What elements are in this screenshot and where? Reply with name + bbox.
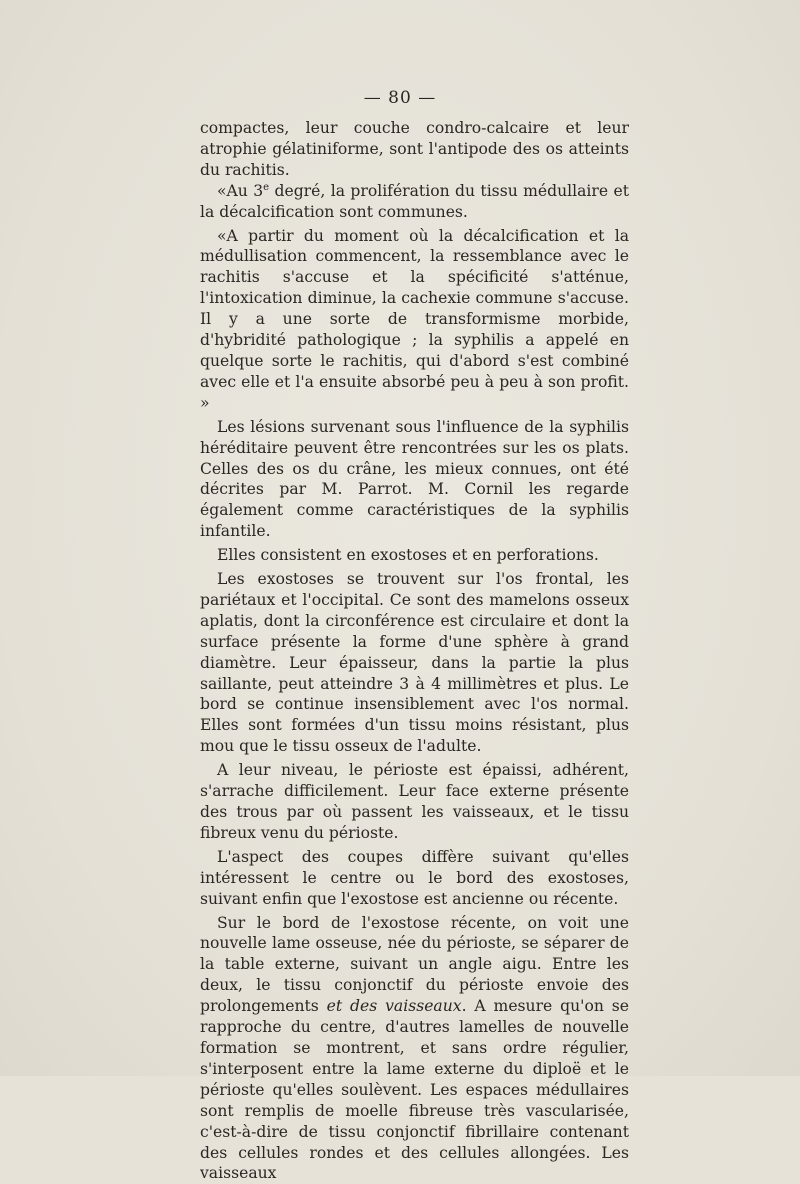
paragraph-8: L'aspect des coupes diffère suivant qu'elles intéressent le centre ou le bord des exostoses, suivant enfin que l'exostose est ancienne ou récente. (200, 847, 629, 908)
paragraph-2-superscript: e (263, 181, 270, 193)
paragraph-9 (200, 913, 629, 1184)
paragraph-4: Les lésions survenant sous l'influence de la syphilis héréditaire peuvent être rencontrées sur les os plats. Celles des os du crâne, les mieux connues, ont été décrites par M. Parrot. M. Cornil les regarde également comme caractéristiques de la syphilis infantile. (200, 417, 629, 541)
paragraph-1: compactes, leur couche condro-calcaire et leur atrophie gélatiniforme, sont l'antipode des os atteints du rachitis. (200, 119, 629, 179)
paragraph-3: «A partir du moment où la décalcification et la médullisation commencent, la ressemblance avec le rachitis s'accuse et la spécificité s'atténue, l'intoxication diminue, la cachexie commune s'accuse. Il y a une sorte de transformisme morbide, d'hybridité pathologique ; la syphilis a appelé en quelque sorte le rachitis, qui d'abord s'est combiné avec elle et l'a ensuite absorbé peu à peu à son profit. » (200, 226, 629, 412)
body-text (200, 118, 629, 1184)
page-number: — 80 — (363, 88, 437, 108)
paragraph-2-text: degré, la prolifération du tissu médullaire et la décalcification sont communes. (200, 181, 629, 221)
paragraph-9-before: Sur le bord de l'exostose récente, on voit une nouvelle lame osseuse, née du périoste, se séparer de la table externe, suivant un angle aigu. Entre les deux, le tissu conjonctif du périoste envoie des prolongements (200, 913, 629, 1016)
paragraph-5: Elles consistent en exostoses et en perforations. (217, 546, 599, 565)
paragraph-9-after: . A mesure qu'on se rapproche du centre, d'autres lamelles de nouvelle formation se montrent, et sans ordre régulier, s'interposent entre la lame externe du diploë et le périoste qu'elles soulèvent. Les espaces médullaires sont remplis de moelle fibreuse très vascularisée, c'est-à-dire de tissu conjonctif fibrillaire contenant des cellules rondes et des cellules allongées. Les vaisseaux (200, 997, 629, 1183)
paragraph-2 (200, 181, 629, 223)
paragraph-7: A leur niveau, le périoste est épaissi, adhérent, s'arrache difficilement. Leur face externe présente des trous par où passent les vaisseaux, et le tissu fibreux venu du périoste. (200, 761, 629, 842)
paragraph-2-prefix: «Au 3 (217, 181, 264, 200)
paragraph-6: Les exostoses se trouvent sur l'os frontal, les pariétaux et l'occipital. Ce sont des mamelons osseux aplatis, dont la circonférence est circulaire et dont la surface présente la forme d'une sphère à grand diamètre. Leur épaisseur, dans la partie la plus saillante, peut atteindre 3 à 4 millimètres et plus. Le bord se continue insensiblement avec l'os normal. Elles sont formées d'un tissu moins résistant, plus mou que le tissu osseux de l'adulte. (200, 570, 629, 756)
paragraph-9-italic: et des vaisseaux (326, 997, 462, 1016)
